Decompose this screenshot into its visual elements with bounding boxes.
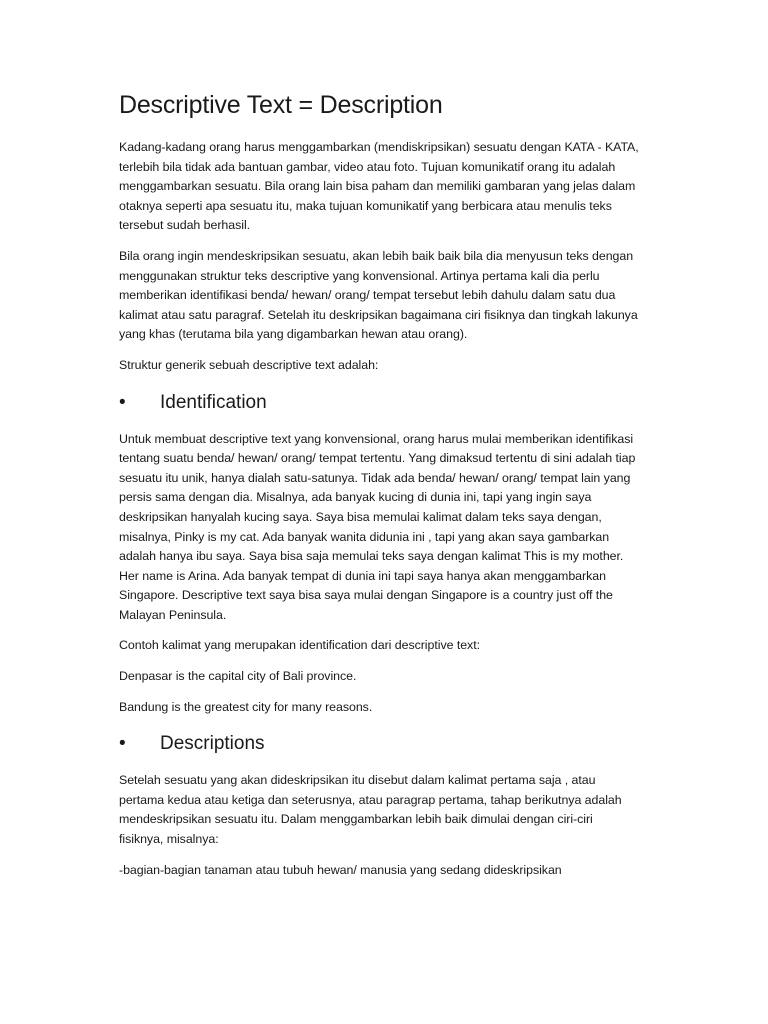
bullet-icon: • — [119, 391, 126, 413]
descriptions-heading-label: Descriptions — [160, 733, 265, 755]
descriptions-heading — [119, 731, 639, 757]
document-page — [119, 88, 639, 891]
intro-paragraph-2: Bila orang ingin mendeskripsikan sesuatu, akan lebih baik baik bila dia menyusun teks dengan menggunakan struktur teks descriptive yang konvensional. Artinya pertama kali dia perlu memberikan identifikasi benda/ hewan/ orang/ tempat tersebut lebih dahulu dalam satu dua kalimat atau satu paragraf. Setelah itu deskripsikan bagaimana ciri fisiknya dan tingkah lakunya yang khas (terutama bila yang digambarkan hewan atau orang). — [119, 248, 638, 342]
identification-heading-label: Identification — [160, 391, 267, 413]
page-title: Descriptive Text = Description — [119, 91, 443, 119]
identification-paragraph-1: Untuk membuat descriptive text yang konvensional, orang harus mulai memberikan identifikasi tentang suatu benda/ hewan/ orang/ tempat tertentu. Yang dimaksud tertentu di sini adalah tiap sesuatu itu unik, hanya dialah satu-satunya. Tidak ada benda/ hewan/ orang/ tempat lain yang persis sama dengan dia. Misalnya, ada banyak kucing di dunia ini, tapi yang ingin saya deskripsikan hanyalah kucing saya. Saya bisa memulai kalimat dalam teks saya dengan, misalnya, Pinky is my cat. Ada banyak wanita didunia ini , tapi yang akan saya gambarkan adalah hanya ibu saya. Saya bisa saja memulai teks saya dengan kalimat This is my mother. Her name is Arina. Ada banyak tempat di dunia ini tapi saya hanya akan menggambarkan Singapore. Descriptive text saya bisa saya mulai dengan Singapore is a country just off the Malayan Peninsula. — [119, 431, 636, 622]
identification-heading — [119, 390, 639, 416]
identification-example-1: Denpasar is the capital city of Bali province. — [119, 669, 357, 684]
descriptions-paragraph-2: -bagian-bagian tanaman atau tubuh hewan/ manusia yang sedang dideskripsikan — [119, 862, 562, 877]
descriptions-paragraph-1: Setelah sesuatu yang akan dideskripsikan itu disebut dalam kalimat pertama saja , atau pertama kedua atau ketiga dan seterusnya, atau paragrap pertama, tahap berikutnya adalah mendeskripsikan sesuatu itu. Dalam menggambarkan lebih baik dimulai dengan ciri-ciri fisiknya, misalnya: — [119, 773, 622, 847]
bullet-icon: • — [119, 733, 126, 755]
intro-paragraph-3: Struktur generik sebuah descriptive text adalah: — [119, 357, 379, 372]
identification-example-2: Bandung is the greatest city for many reasons. — [119, 699, 373, 714]
identification-paragraph-2: Contoh kalimat yang merupakan identification dari descriptive text: — [119, 638, 480, 653]
intro-paragraph-1: Kadang-kadang orang harus menggambarkan (mendiskripsikan) sesuatu dengan KATA - KATA, terlebih bila tidak ada bantuan gambar, video atau foto. Tujuan komunikatif orang itu adalah menggambarkan sesuatu. Bila orang lain bisa paham dan memiliki gambaran yang jelas dalam otaknya seperti apa sesuatu itu, maka tujuan komunikatif yang berbicara atau menulis teks tersebut sudah berhasil. — [119, 140, 639, 233]
